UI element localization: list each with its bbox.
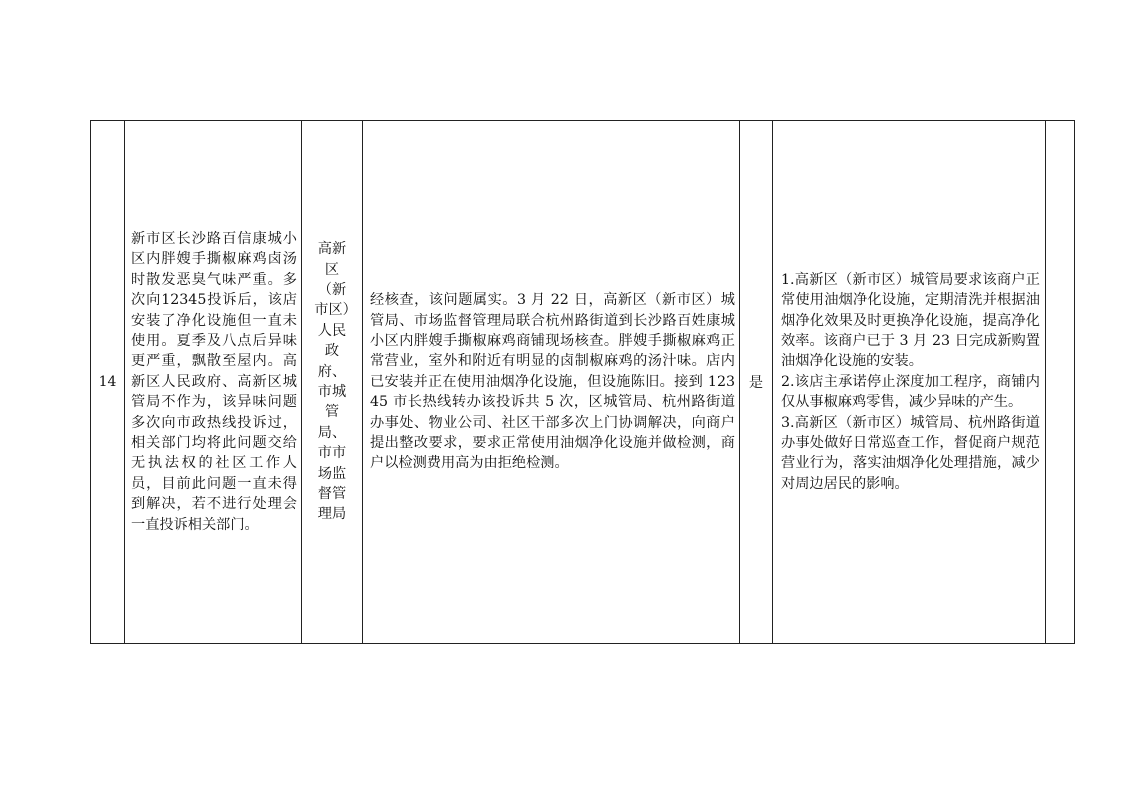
confirmed-text: 是 [748, 375, 764, 391]
row-number: 14 [98, 374, 117, 390]
complaint-text: 新市区长沙路百信康城小区内胖嫂手撕椒麻鸡卤汤时散发恶臭气味严重。多次向12345投诉后，该店安装了净化设施但一直未使用。夏季及八点后异味更严重，飘散至屋内。高新区人民政府、高新区城管局不作为，该异味问题多次向市政热线投诉过，相关部门均将此问题交给无执法权的社区工作人员，目前此问题一直未得到解决，若不进行处理会一直投诉相关部门。 [131, 230, 297, 533]
confirmed-cell [740, 121, 773, 644]
finding-cell [363, 121, 740, 644]
row-number-cell [91, 121, 125, 644]
measure-item-1: 1.高新区（新市区）城管局要求该商户正常使用油烟净化设施，定期清洗并根据油烟净化效果及时更换净化设施，提高净化效率。该商户已于 3 月 23 日完成新购置油烟净化设施的安装。 [781, 271, 1040, 370]
measures-cell [773, 121, 1046, 644]
measure-item-2: 2.该店主承诺停止深度加工程序，商铺内仅从事椒麻鸡零售，减少异味的产生。 [781, 373, 1040, 411]
department-cell [302, 121, 363, 644]
finding-text: 经核查，该问题属实。3 月 22 日，高新区（新市区）城管局、市场监督管理局联合杭州路街道到长沙路百姓康城小区内胖嫂手撕椒麻鸡商铺现场核查。胖嫂手撕椒麻鸡正常营业，室外和附近有明显的卤制椒麻鸡的汤汁味。店内已安装并正在使用油烟净化设施，但设施陈旧。接到 12345 市长热线转办该投诉共 5 次，区城管局、杭州路街道办事处、物业公司、社区干部多次上门协调解决，向商户提出整改要求，要求正常使用油烟净化设施并做检测，商户以检测费用高为由拒绝检测。 [370, 292, 735, 472]
remark-cell [1046, 121, 1075, 644]
department-text: 高新区（新市区）人民政府、市城管局、市市场监督管理局 [314, 241, 350, 523]
table-row [91, 121, 1075, 644]
complaint-cell [125, 121, 302, 644]
complaint-table [90, 120, 1075, 644]
measure-item-3: 3.高新区（新市区）城管局、杭州路街道办事处做好日常巡查工作，督促商户规范营业行为，落实油烟净化处理措施，减少对周边居民的影响。 [781, 414, 1040, 492]
